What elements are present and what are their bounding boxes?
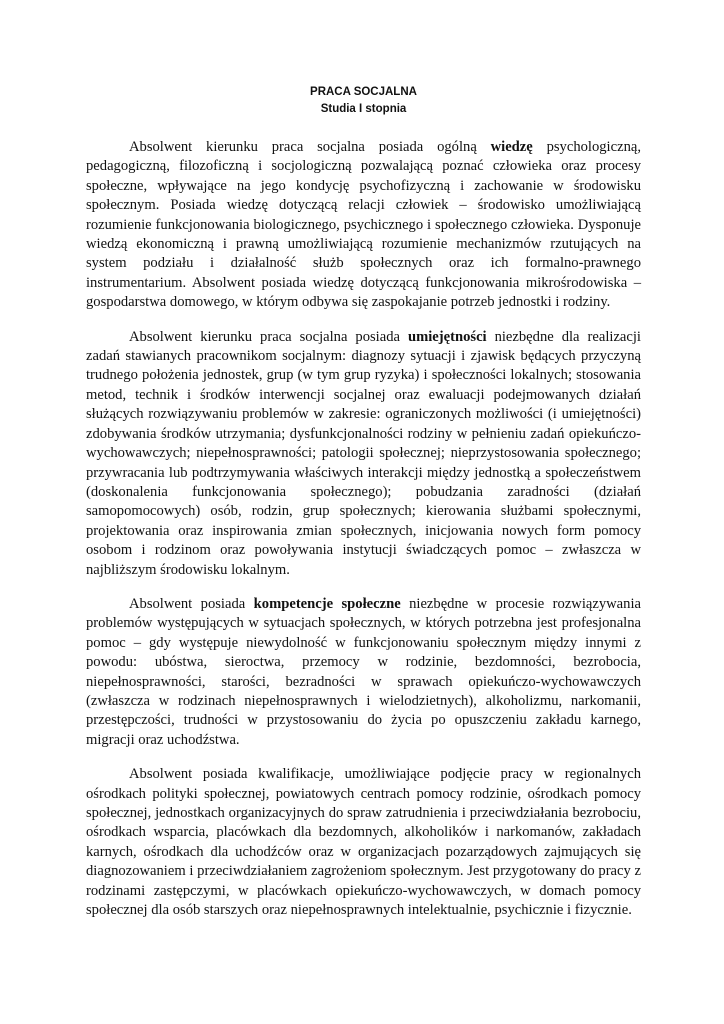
title-block	[86, 84, 641, 118]
paragraph-text: Absolwent kierunku praca socjalna posiada	[129, 328, 408, 345]
document-subtitle: Studia I stopnia	[320, 103, 407, 115]
paragraph-keyword: wiedzę	[490, 139, 533, 155]
paragraph-text: Absolwent kierunku praca socjalna posiada ogólną	[129, 139, 491, 155]
paragraph-text: niezbędne w procesie rozwiązywania problemów występujących w sytuacjach społecznych, w których potrzebna jest profesjonalna pomoc – gdy występuje niewydolność w funkcjonowaniu społecznym między innymi z powodu: ubóstwa, sieroctwa, przemocy w rodzinie, bezdomności, bezrobocia, niepełnosprawności, starości, bezradności w sprawach opiekuńczo-wychowawczych (zwłaszcza w rodzinach niepełnosprawnych i wielodzietnych), alkoholizmu, narkomanii, przestępczości, trudności w przystosowaniu do życia po opuszczeniu zakładu karnego, migracji oraz uchodźstwa.	[86, 595, 641, 748]
paragraph-text: Absolwent posiada kwalifikacje, umożliwiające podjęcie pracy w regionalnych ośrodkach polityki społecznej, powiatowych centrach pomocy rodzinie, ośrodkach pomocy społecznej, jednostkach organizacyjnych do spraw zatrudnienia i przeciwdziałania bezrobociu, ośrodkach wsparcia, placówkach dla bezdomnych, alkoholików i narkomanów, zakładach karnych, ośrodkach dla uchodźców oraz w organizacjach pozarządowych zajmujących się diagnozowaniem i przeciwdziałaniem zagrożeniom społecznym. Jest przygotowany do pracy z rodzinami zastępczymi, w placówkach opiekuńczo-wychowawczych, w domach pomocy społecznej dla osób starszych oraz niepełnosprawnych intelektualnie, psychicznie i fizycznie.	[86, 766, 641, 919]
paragraph-skills	[86, 328, 641, 580]
paragraph-keyword: kompetencje społeczne	[253, 595, 401, 612]
paragraph-text: niezbędne dla realizacji zadań stawianych pracownikom socjalnym: diagnozy sytuacji i zjawisk będących przyczyną trudnego położenia jednostek, grup (w tym grup ryzyka) i społeczności lokalnych; stosowania metod, technik i środków interwencji socjalnej oraz ewaluacji podejmowanych działań służących rozwiązywaniu problemów w zakresie: ograniczonych możliwości (i umiejętności) zdobywania środków utrzymania; dysfunkcjonalności rodziny w pełnieniu zadań opiekuńczo-wychowawczych; niepełnosprawności; patologii społecznej; nieprzystosowania społecznego; przywracania lub podtrzymywania właściwych interakcji między jednostką a społeczeństwem (doskonalenia funkcjonowania społecznego); pobudzania zaradności (działań samopomocowych) osób, rodzin, grup społecznych; kierowania służbami społecznymi, projektowania oraz inspirowania zmian społecznych, inicjowania nowych form pomocy osobom i rodzinom oraz powoływania instytucji świadczących pomoc – zwłaszcza w najbliższym środowisku lokalnym.	[86, 328, 641, 578]
paragraph-qualifications	[86, 765, 641, 920]
paragraph-knowledge	[86, 138, 641, 313]
paragraph-social-competences	[86, 595, 641, 750]
paragraph-text: psychologiczną, pedagogiczną, filozoficzną i socjologiczną pozwalającą poznać człowieka oraz procesy społeczne, wpływające na jego kondycję psychofizyczną i zachowanie w środowisku społecznym. Posiada wiedzę dotyczącą relacji człowiek – środowisko umożliwiającą rozumienie funkcjonowania biologicznego, psychicznego i społecznego człowieka. Dysponuje wiedzą ekonomiczną i prawną umożliwiającą rozumienie mechanizmów rzutujących na system podziału i działalność służb społecznych oraz ich formalno-prawnego instrumentarium. Absolwent posiada wiedzę dotyczącą funkcjonowania mikrośrodowiska – gospodarstwa domowego, w którym odbywa się zaspokajanie potrzeb jednostki i rodziny.	[86, 139, 641, 311]
document-title: PRACA SOCJALNA	[310, 86, 417, 98]
paragraph-keyword: umiejętności	[407, 328, 487, 345]
paragraph-text: Absolwent posiada	[129, 595, 254, 612]
